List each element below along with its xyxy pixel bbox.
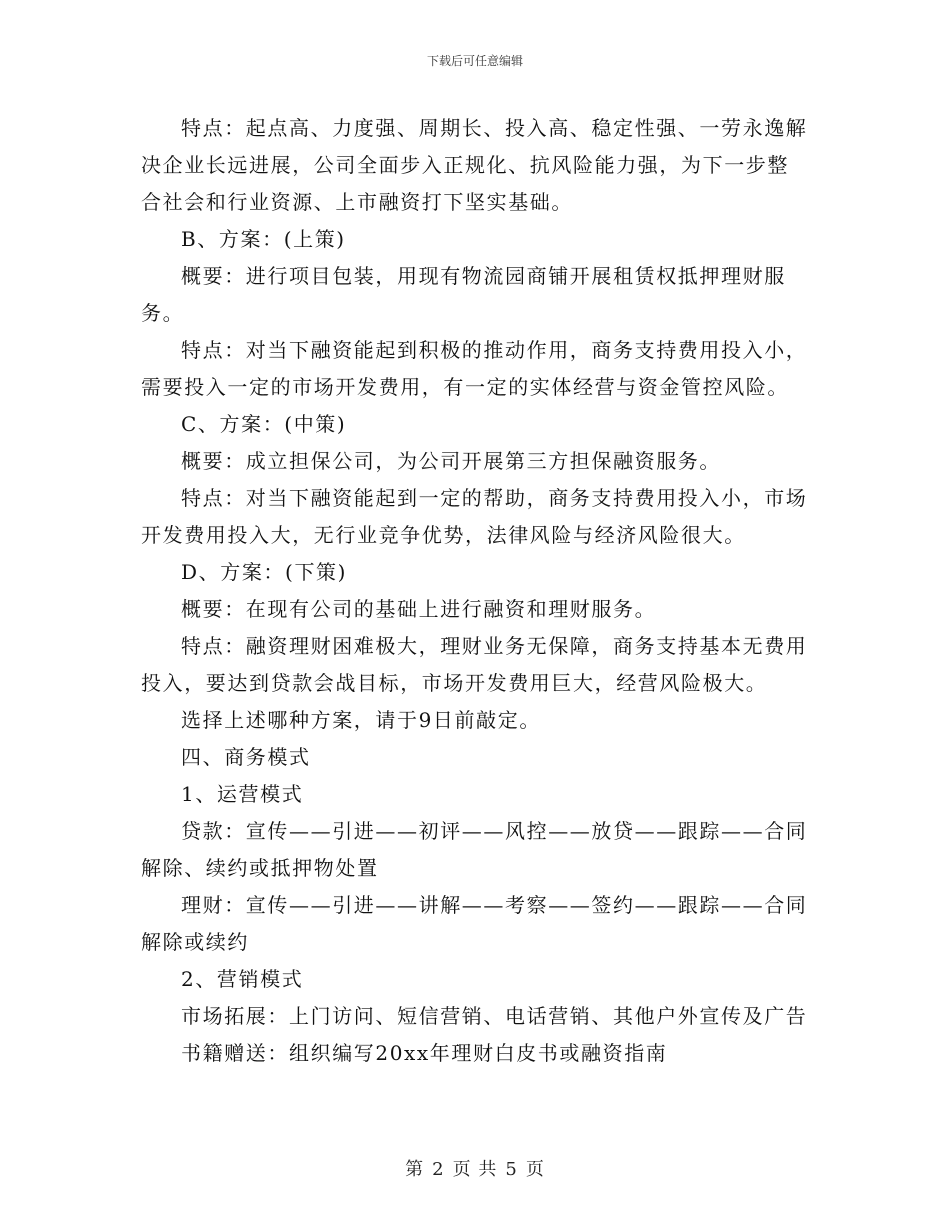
heading-operation-model: 1、运营模式 [181, 782, 304, 806]
heading-business-model: 四、商务模式 [181, 745, 311, 769]
paragraph-plan-b-summary: 概要：进行项目包装，用现有物流园商铺开展租赁权抵押理财服务。 [141, 264, 786, 325]
heading-plan-c: C、方案：(中策) [181, 412, 347, 436]
paragraph-plan-b-features: 特点：对当下融资能起到积极的推动作用，商务支持费用投入小，需要投入一定的市场开发费用，有一定的实体经营与资金管控风险。 [141, 338, 808, 399]
paragraph-plan-d-features: 特点：融资理财困难极大，理财业务无保障，商务支持基本无费用投入，要达到贷款会战目标，市场开发费用巨大，经营风险极大。 [141, 634, 808, 695]
heading-plan-d: D、方案：(下策) [181, 560, 348, 584]
footer-total-pages: 5 [505, 1159, 518, 1180]
paragraph-market-expansion: 市场拓展：上门访问、短信营销、电话营销、其他户外宣传及广告 [181, 1004, 808, 1028]
page-header: 下载后可任意编辑 [426, 54, 523, 68]
heading-marketing-model: 2、营销模式 [181, 967, 304, 991]
paragraph-plan-d-summary: 概要：在现有公司的基础上进行融资和理财服务。 [181, 597, 657, 621]
paragraph-plan-c-summary: 概要：成立担保公司，为公司开展第三方担保融资服务。 [181, 449, 721, 473]
footer-current-page: 2 [432, 1159, 445, 1180]
footer-middle: 页 共 [452, 1159, 498, 1180]
paragraph-wealth-flow: 理财：宣传——引进——讲解——考察——签约——跟踪——合同解除或续约 [141, 893, 808, 954]
document-body [141, 110, 809, 1072]
paragraph-features-overall: 特点：起点高、力度强、周期长、投入高、稳定性强、一劳永逸解决企业长远进展，公司全面步入正规化、抗风险能力强，为下一步整合社会和行业资源、上市融资打下坚实基础。 [141, 116, 808, 214]
page-footer [0, 1155, 950, 1181]
paragraph-plan-c-features: 特点：对当下融资能起到一定的帮助，商务支持费用投入小，市场开发费用投入大，无行业竞争优势，法律风险与经济风险很大。 [141, 486, 808, 547]
heading-plan-b: B、方案：(上策) [181, 227, 346, 251]
paragraph-book-gift: 书籍赠送：组织编写20xx年理财白皮书或融资指南 [181, 1041, 668, 1065]
paragraph-loan-flow: 贷款：宣传——引进——初评——风控——放贷——跟踪——合同解除、续约或抵押物处置 [141, 819, 808, 880]
paragraph-choose-plan: 选择上述哪种方案，请于9日前敲定。 [181, 708, 541, 732]
footer-prefix: 第 [405, 1159, 425, 1180]
footer-suffix: 页 [525, 1159, 545, 1180]
